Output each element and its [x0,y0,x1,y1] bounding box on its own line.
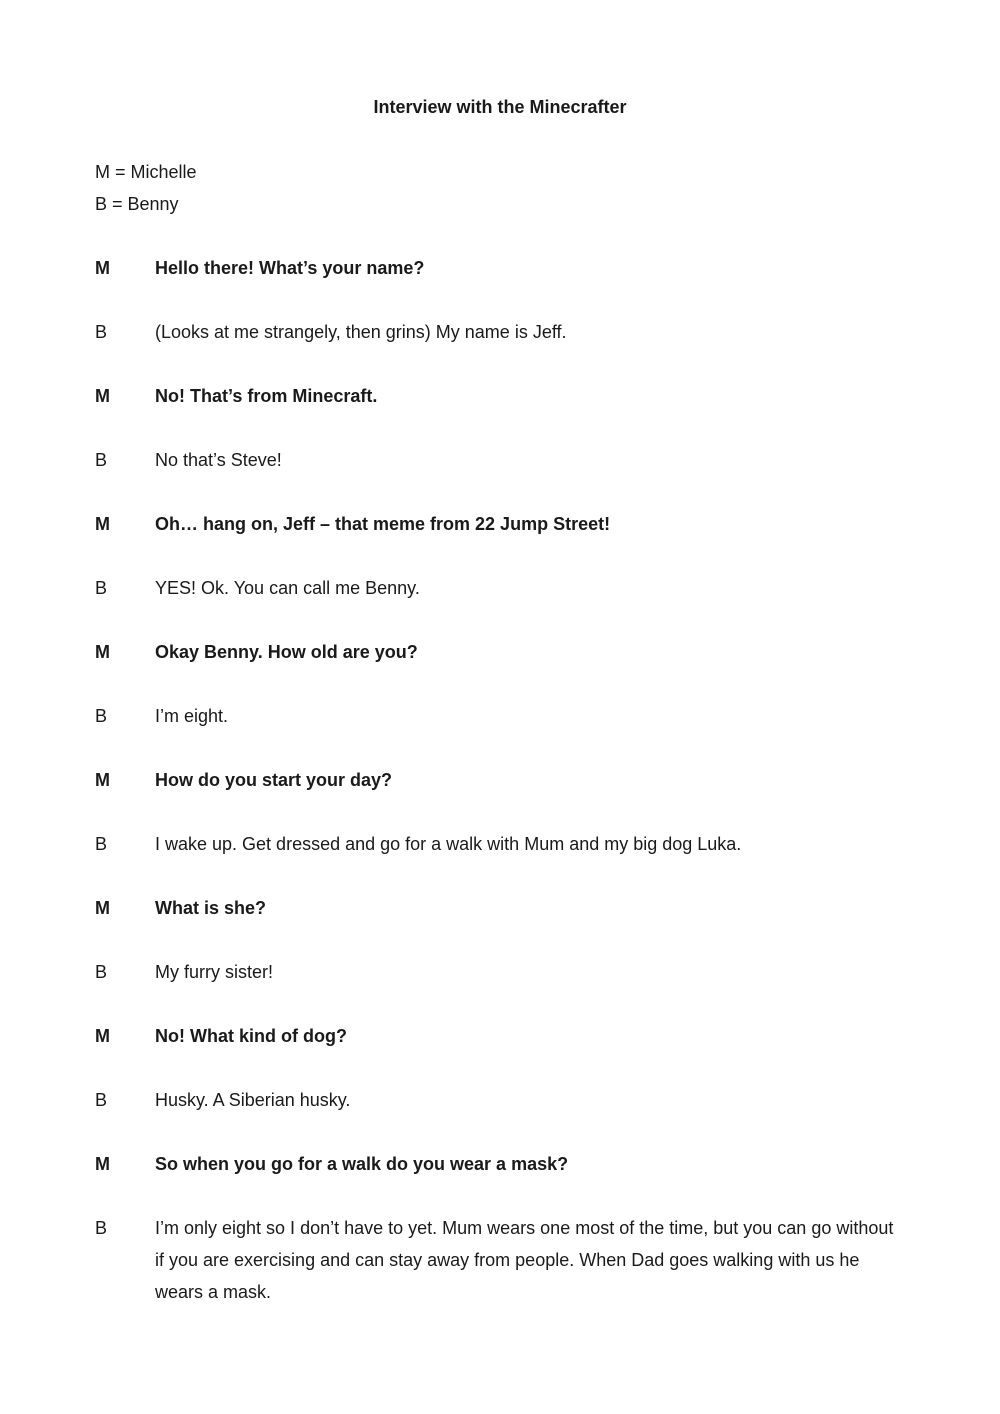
speaker-label: M [95,386,110,406]
utterance-text: How do you start your day? [155,770,393,790]
speaker-label: M [95,770,110,790]
speaker-label: M [95,642,110,662]
utterance-text: What is she? [155,898,267,918]
utterance-text: Okay Benny. How old are you? [155,642,418,662]
speaker-label: B [95,1090,108,1110]
utterance-text: Husky. A Siberian husky. [155,1090,351,1110]
speaker-label: B [95,834,108,854]
dialogue-turn [95,572,905,604]
utterance-text: No that’s Steve! [155,450,282,470]
utterance-text: YES! Ok. You can call me Benny. [155,578,420,598]
dialogue-turn [95,1148,905,1180]
dialogue-turn [95,1212,905,1308]
dialogue-turn [95,252,905,284]
dialogue-turn [95,636,905,668]
dialogue-turn [95,316,905,348]
utterance-text: My furry sister! [155,962,274,982]
document-title: Interview with the Minecrafter [373,97,627,117]
dialogue-turn [95,444,905,476]
dialogue-turn [95,764,905,796]
utterance-text: So when you go for a walk do you wear a mask? [155,1154,569,1174]
dialogue-turn [95,700,905,732]
speaker-key-benny: B = Benny [95,194,179,214]
utterance-text: (Looks at me strangely, then grins) My name is Jeff. [155,322,567,342]
speaker-label: B [95,450,108,470]
speaker-label: B [95,578,108,598]
speaker-label: M [95,1026,110,1046]
speaker-label: M [95,898,110,918]
dialogue-turn [95,1084,905,1116]
speaker-label: M [95,1154,110,1174]
dialogue-turn [95,956,905,988]
utterance-text: Hello there! What’s your name? [155,258,425,278]
speaker-label: B [95,322,108,342]
dialogue-turn [95,380,905,412]
speaker-label: B [95,706,108,726]
dialogue-turn [95,828,905,860]
dialogue-turn [95,892,905,924]
speaker-key-michelle: M = Michelle [95,162,197,182]
utterance-text: No! That’s from Minecraft. [155,386,378,406]
utterance-text: No! What kind of dog? [155,1026,347,1046]
speaker-label: M [95,514,110,534]
dialogue-turn [95,508,905,540]
speaker-label: B [95,1218,108,1238]
speaker-label: B [95,962,108,982]
utterance-text: I’m eight. [155,706,229,726]
utterance-text: I’m only eight so I don’t have to yet. Mum wears one most of the time, but you can go without if you are exercising and can stay away from people. When Dad goes walking with us he wears a mask. [155,1218,894,1302]
utterance-text: I wake up. Get dressed and go for a walk with Mum and my big dog Luka. [155,834,742,854]
dialogue-turn [95,1020,905,1052]
utterance-text: Oh… hang on, Jeff – that meme from 22 Jump Street! [155,514,611,534]
speaker-label: M [95,258,110,278]
